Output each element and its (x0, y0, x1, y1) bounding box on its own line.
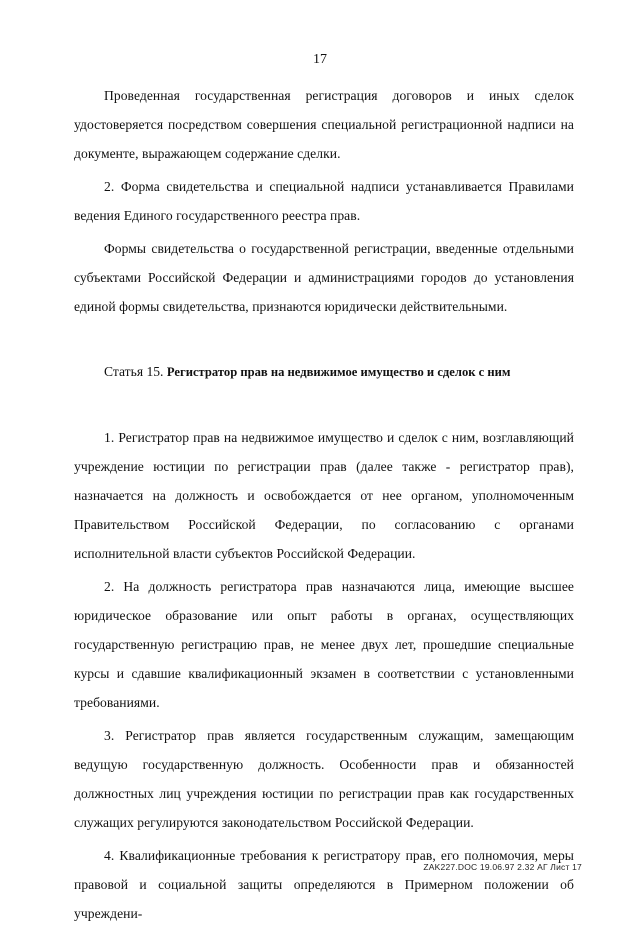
paragraph: 2. На должность регистратора прав назначаются лица, имеющие высшее юридическое образование или опыт работы в органах, осуществляющих государственную регистрацию прав, не менее двух лет, прошедшие специальные курсы и сдавшие квалификационный экзамен в соответствии с установленными требованиями. (74, 579, 574, 710)
article-prefix: Статья 15. (104, 364, 164, 379)
paragraph: 2. Форма свидетельства и специальной надписи устанавливается Правилами ведения Единого государственного реестра прав. (74, 179, 574, 223)
paragraph: 4. Квалификационные требования к регистратору прав, его полномочия, меры правовой и социальной защиты определяются в Примерном положении об учреждени- (74, 848, 574, 921)
article-heading (74, 357, 574, 387)
paragraph: Формы свидетельства о государственной регистрации, введенные отдельными субъектами Российской Федерации и администрациями городов до установления единой формы свидетельства, признаются юридически действительными. (74, 241, 574, 314)
article-title: Регистратор прав на недвижимое имущество и сделок с ним (166, 365, 511, 379)
document-footer: ZAK227.DOC 19.06.97 2.32 АГ Лист 17 (423, 862, 582, 872)
page-number: 17 (313, 52, 327, 67)
paragraph: 1. Регистратор прав на недвижимое имущество и сделок с ним, возглавляющий учреждение юстиции по регистрации прав (далее также - регистратор прав), назначается на должность и освобождается от нее органом, уполномоченным Правительством Российской Федерации, по согласованию с органами исполнительной власти субъектов Российской Федерации. (74, 430, 574, 561)
paragraph: 3. Регистратор прав является государственным служащим, замещающим ведущую государственную должность. Особенности прав и обязанностей должностных лиц учреждения юстиции по регистрации прав как государственных служащих регулируются законодательством Российской Федерации. (74, 728, 574, 830)
document-body (74, 81, 574, 928)
paragraph: Проведенная государственная регистрация договоров и иных сделок удостоверяется посредством совершения специальной регистрационной надписи на документе, выражающем содержание сделки. (74, 88, 574, 161)
